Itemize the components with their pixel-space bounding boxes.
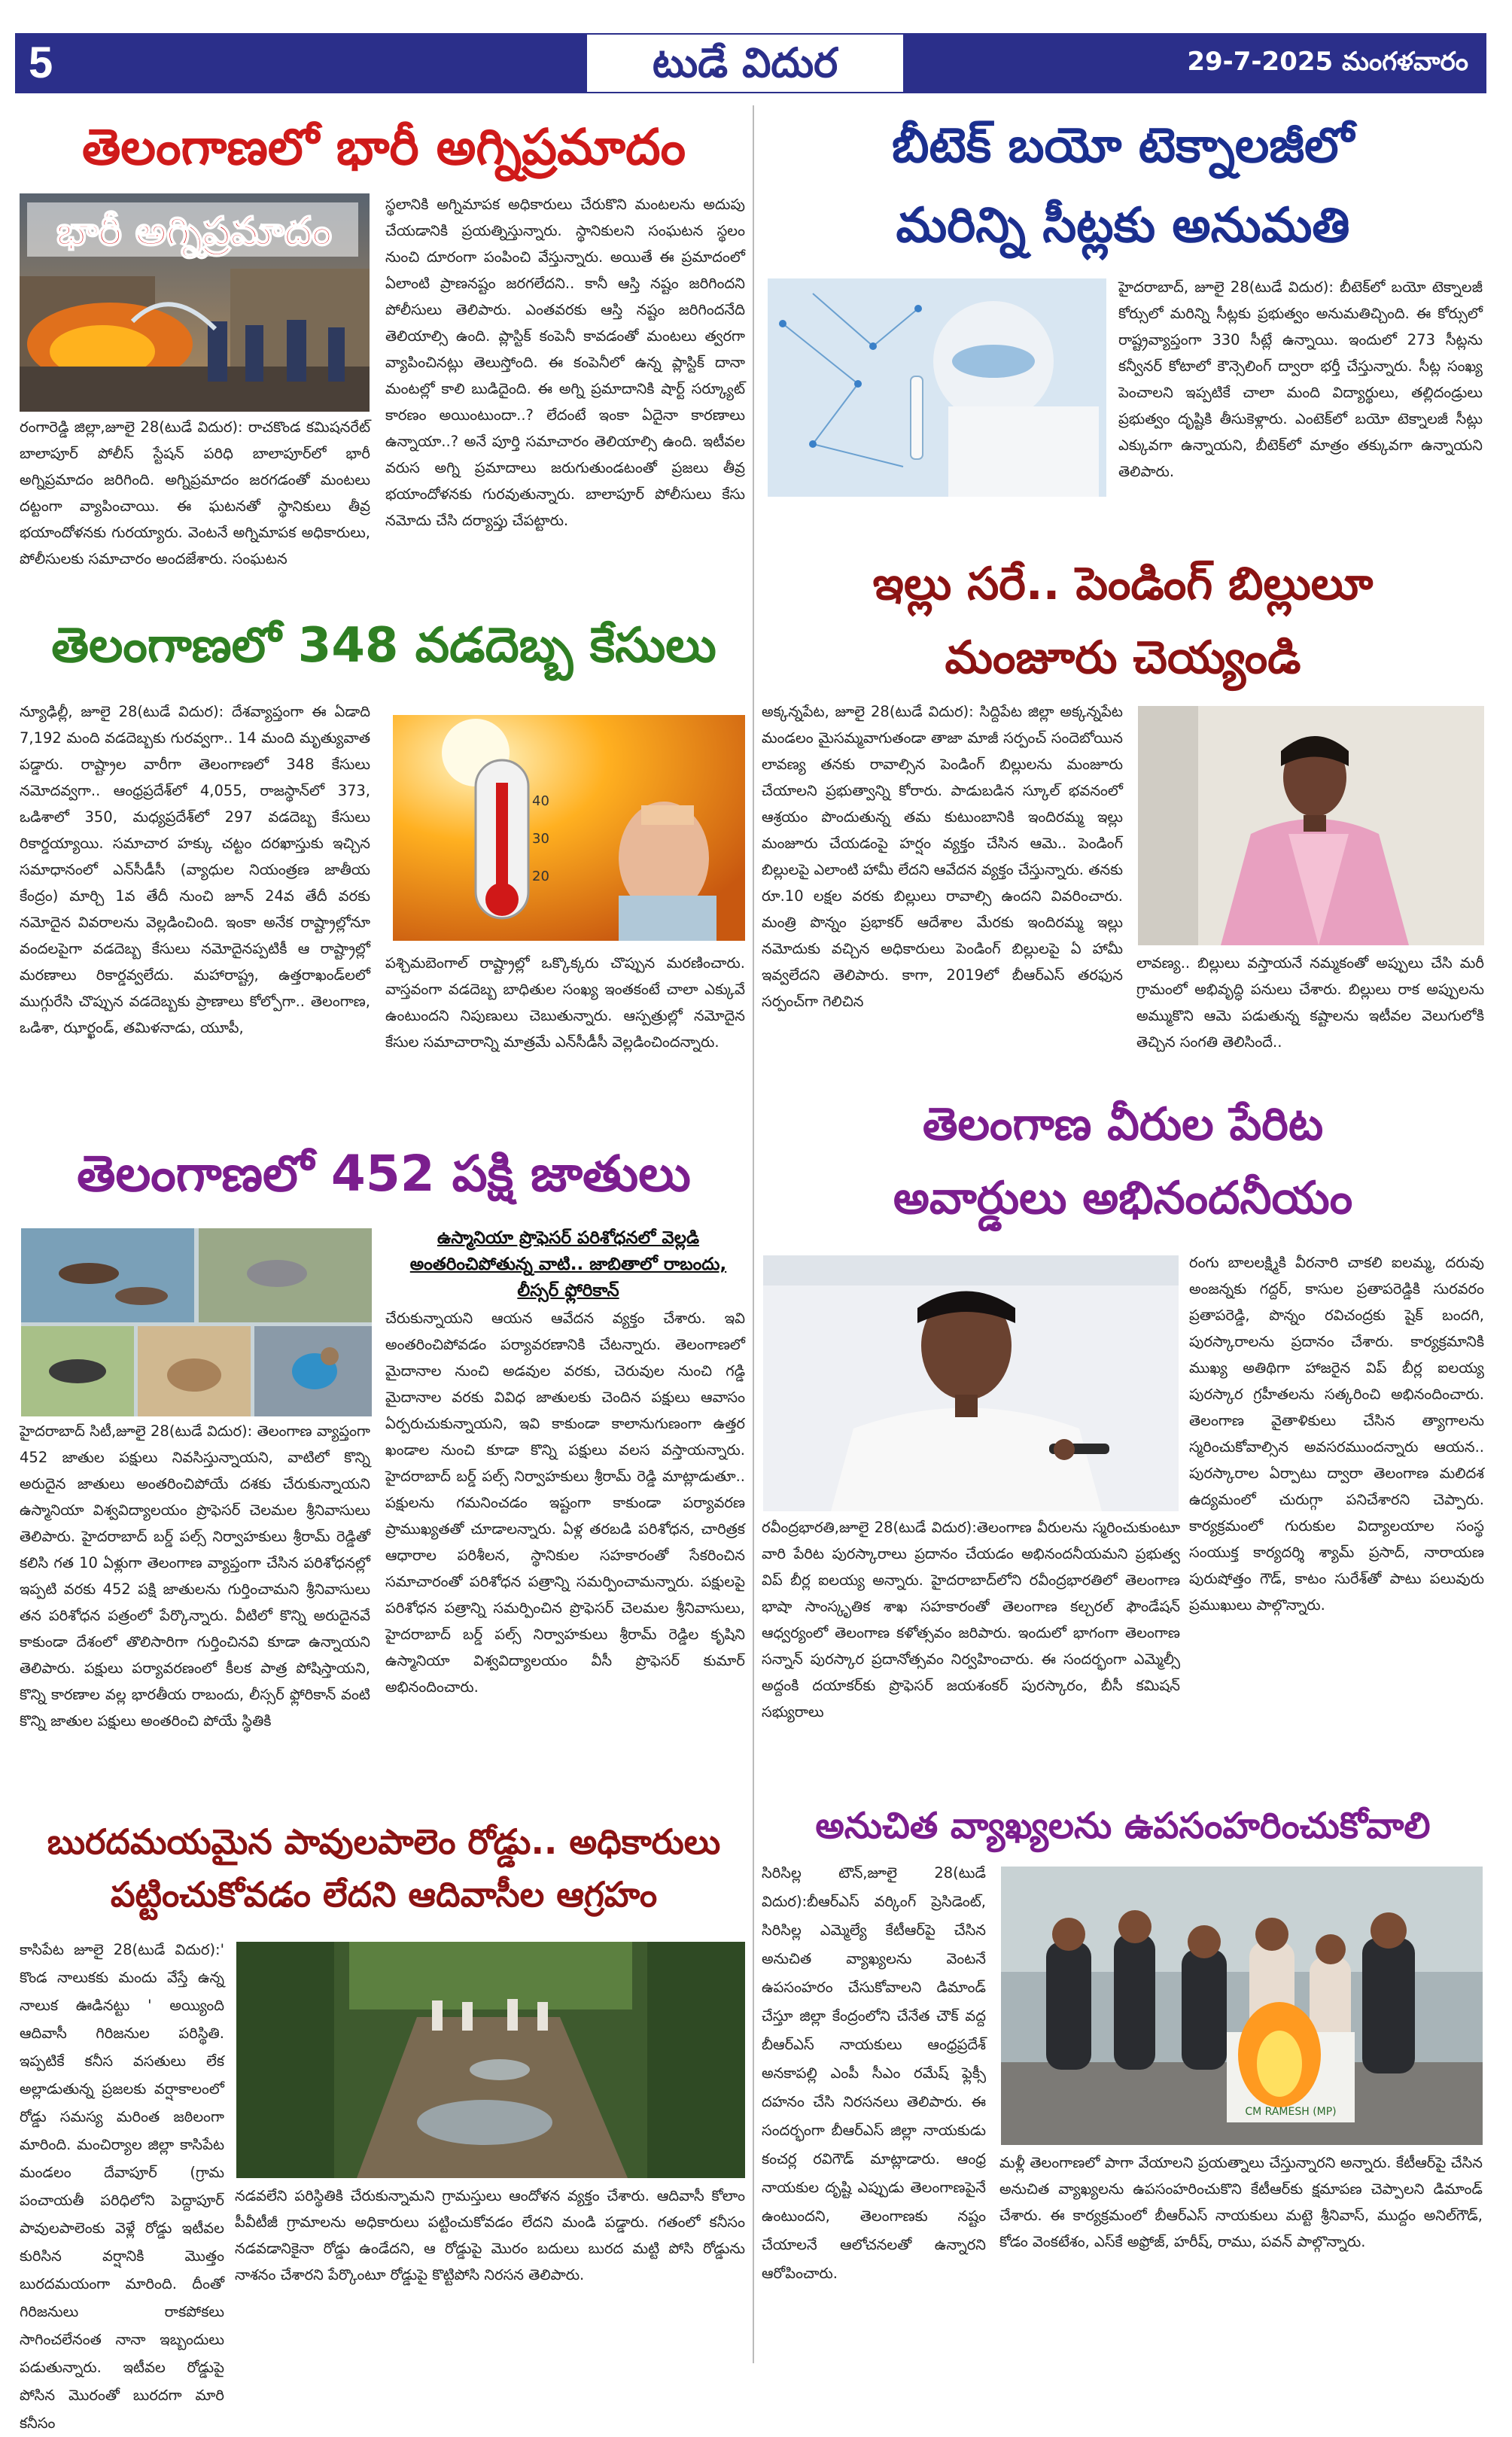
birds-body-left: హైదరాబాద్ సిటీ,జూలై 28(టుడే విదుర): తెలంగాణ వ్యాప్తంగా 452 జాతుల పక్షులు నివసిస్తున్నాయని, వాటిలో కొన్ని అరుదైన జాతులు అంతరించిపోయే దశకు చేరుకున్నాయని ఉస్మానియా విశ్వవిద్యాలయం ప్రొఫెసర్ చెలమల శ్రీనివాసులు తెలిపారు. హైదరాబాద్ బర్డ్ పల్స్ నిర్వాహకులు శ్రీరామ్ రెడ్డితో కలిసి గత 10 ఏళ్లుగా తెలంగాణ వ్యాప్తంగా చేసిన పరిశోధనల్లో ఇప్పటి వరకు 452 పక్షి జాతులను గుర్తించామని శ్రీనివాసులు తన పరిశోధన పత్రంలో పేర్కొన్నారు. వీటిలో కొన్ని అరుదైనవే కాకుండా దేశంలో తొలిసారిగా గుర్తించినవి కూడా ఉన్నాయని తెలిపారు. పక్షులు పర్యావరణంలో కీలక పాత్ర పోషిస్తాయని, కొన్ని కారణాల వల్ల భారతీయ రాబందు, లీస్సర్ ఫ్లోరికాన్ వంటి కొన్ని జాతుల పక్షులు అంతరించి పోయే స్థితికి	[20, 1422, 370, 1730]
heatstroke-headline: తెలంగాణలో 348 వడదెబ్బ కేసులు	[51, 618, 716, 674]
paper-name: టుడే విదుర	[587, 35, 903, 92]
awards-photo	[762, 1254, 1180, 1513]
woman-portrait-art	[1138, 706, 1484, 945]
fire-headline: తెలంగాణలో భారీ అగ్నిప్రమాదం	[81, 118, 686, 176]
protest-burning-flex-art	[1001, 1867, 1483, 2145]
lab-scientist-art	[768, 278, 1106, 497]
protest-headline: అనుచిత వ్యాఖ్యలను ఉపసంహరించుకోవాలి	[815, 1805, 1431, 1847]
biotech-body: హైదరాబాద్, జూలై 28(టుడే విదుర): బీటెక్‌లో బయో టెక్నాలజీ కోర్సులో మరిన్ని సీట్లకు ప్రభుత్వం అనుమతిచ్చింది. ఈ కోర్సులో రాష్ట్రవ్యాప్తంగా 330 సీట్లే ఉన్నాయి. ఇందులో 273 సీట్లను కన్వీనర్ కోటాలో కౌన్సెలింగ్ ద్వారా భర్తీ చేస్తున్నారు. సీట్ల సంఖ్య పెంచాలని ఇప్పటికే చాలా మంది విద్యార్థులు, తల్లిదండ్రులు ప్రభుత్వం దృష్టికి తీసుకెళ్లారు. ఎంటెక్‌లో బయో టెక్నాలజీ సీట్లు ఎక్కువగా ఉన్నాయని, బీటెక్‌లో మాత్రం తక్కువగా ఉన్నాయని తెలిపారు.	[1118, 278, 1483, 480]
road-body-left: కాసిపేట జూలై 28(టుడే విదుర):' కొండ నాలుకకు మందు వేస్తే ఉన్న నాలుక ఊడినట్టు ' అయ్యింది ఆదివాసీ గిరిజనుల పరిస్థితి. ఇప్పటికే కనీస వసతులు లేక అల్లాడుతున్న ప్రజలకు వర్షాకాలంలో రోడ్డు సమస్య మరింత జఠిలంగా మారింది. మంచిర్యాల జిల్లా కాసిపేట మండలం దేవాపూర్ (గ్రామ పంచాయతీ పరిధిలోని పెద్దాపూర్ పావులపాలెంకు వెళ్లే రోడ్డు ఇటీవల కురిసిన వర్షానికి మొత్తం బురదమయంగా మారింది. దీంతో గిరిజనులు రాకపోకలు సాగించలేనంత నానా ఇబ్బందులు పడుతున్నారు. ఇటీవల రోడ్డుపై పోసిన మొరంతో బురదగా మారి కనీసం	[20, 1941, 224, 2432]
birds-headline: తెలంగాణలో 452 పక్షి జాతులు	[77, 1145, 691, 1203]
road-body-right: నడవలేని పరిస్థితికి చేరుకున్నామని గ్రామస్తులు ఆందోళన వ్యక్తం చేశారు. ఆదివాసీ కోలాం పీవీటీజీ గ్రామాలను అధికారులు పట్టించుకోవడం లేదని మండి పడ్డారు. గతంలో కనీసం నడవడానికైనా రోడ్డు ఉండేదని, ఆ రోడ్డుపై మొరం బదులు బురద మట్టి పోసి రోడ్డును నాశనం చేశారని పేర్కొంటూ రోడ్డుపై కొట్టిపోసి నిరసన తెలిపారు.	[235, 2187, 745, 2283]
biotech-headline-1: బీటెక్ బయో టెక్నాలజీలో	[892, 118, 1354, 174]
protest-photo	[999, 1865, 1484, 2146]
pension-body-right: లావణ్య.. బిల్లులు వస్తాయనే నమ్మకంతో అప్పులు చేసి మరీ గ్రామంలో అభివృద్ధి పనులు చేశారు. బిల్లులు రాక అప్పులను అమ్ముకొని ఆమె పడుతున్న కష్టాలను ఇటీవల వెలుగులోకి తెచ్చిన సంగతి తెలిసిందే..	[1136, 954, 1484, 1051]
fire-body-right: స్థలానికి అగ్నిమాపక అధికారులు చేరుకొని మంటలను అదుపు చేయడానికి ప్రయత్నిస్తున్నారు. స్థానికులని సంఘటన స్థలం నుంచి దూరంగా పంపించి వేస్తున్నారు. అయితే ఈ ప్రమాదంలో ఏలాంటి ప్రాణనష్టం జరగలేదని.. కానీ ఆస్తి నష్టం జరిగిందని పోలీసులు తెలిపారు. ఎంతవరకు ఆస్తి నష్టం జరిగిందనేది తెలియాల్సి ఉంది. ప్లాస్టిక్ కంపెనీ కావడంతో మంటలు త్వరగా వ్యాపించినట్లు తెలుస్తోంది. ఈ కంపెనీలో ఉన్న ప్లాస్టిక్ దానా మంటల్లో కాలి బుడిదైంది. ఈ అగ్ని ప్రమాదానికి షార్ట్ సర్క్యూట్ కారణం అయింటుందా..? లేదంటే ఇంకా ఏదైనా కారణాలు ఉన్నాయా..? అనే పూర్తి సమాచారం తెలియాల్సి ఉంది. ఇటీవల వరుస అగ్ని ప్రమాదాలు జరుగుతుండటంతో ప్రజలు తీవ్ర భయాందోళనకు గురవుతున్నారు. బాలాపూర్ పోలీసులు కేసు నమోదు చేసి దర్యాప్తు చేపట్టారు.	[385, 196, 745, 529]
heatstroke-body-right: పశ్చిమబెంగాల్ రాష్ట్రాల్లో ఒక్కొక్కరు చొప్పున మరణించారు. వాస్తవంగా వడదెబ్బ బాధితుల సంఖ్య ఇంతకంటే చాలా ఎక్కువే ఉంటుందని నిపుణులు చెబుతున్నారు. ఆస్పత్రుల్లో నమోదైన కేసుల సమాచారాన్ని మాత్రమే ఎన్‌సీడీసీ వెల్లడించిందన్నారు.	[385, 954, 745, 1051]
heatstroke-photo	[391, 713, 747, 942]
svg-text:30: 30	[532, 831, 549, 847]
road-headline-2: పట్టించుకోవడం లేదని ఆదివాసీల ఆగ్రహం	[110, 1874, 658, 1915]
biotech-photo	[766, 277, 1108, 498]
masthead	[15, 33, 1486, 93]
birds-body-right: చేరుకున్నాయని ఆయన ఆవేదన వ్యక్తం చేశారు. ఇవి అంతరించిపోవడం పర్యావరణానికి చేటన్నారు. తెలంగాణలో మైదానాల నుంచి అడవుల వరకు, చెరువుల నుంచి గడ్డి మైదానాల వరకు వివిధ జాతులకు చెందిన పక్షులు ఆవాసం ఏర్పరుచుకున్నాయని, ఇవి కాకుండా కాలానుగుణంగా ఉత్తర ఖండాల నుంచి కూడా కొన్ని పక్షులు వలస వస్తాయన్నారు. హైదరాబాద్ బర్డ్ పల్స్ నిర్వాహకులు శ్రీరామ్ రెడ్డి మాట్లాడుతూ.. పక్షులను గమనించడం ఇష్టంగా కాకుండా పర్యావరణ ప్రాముఖ్యతతో చూడాలన్నారు. ఏళ్ల తరబడి పరిశోధన, చారిత్రక ఆధారాల పరిశీలన, స్థానికుల సహకారంతో సేకరించిన సమాచారంతో పరిశోధన పత్రాన్ని సమర్పించామన్నారు. పక్షులపై పరిశోధన పత్రాన్ని సమర్పించిన ప్రొఫెసర్ చెలమల శ్రీనివాసులు, హైదరాబాద్ బర్డ్ పల్స్ నిర్వాహకులు శ్రీరామ్ రెడ్డిల కృషిని ఉస్మానియా విశ్వవిద్యాలయం వీసీ ప్రొఫెసర్ కుమార్ అభినందించారు.	[385, 1310, 745, 1696]
pension-photo	[1136, 704, 1486, 947]
fire-photo	[18, 192, 371, 413]
road-photo	[235, 1940, 747, 2180]
birds-photo	[20, 1227, 373, 1418]
muddy-road-art	[236, 1942, 745, 2178]
birds-collage-art	[21, 1228, 372, 1416]
pension-headline-1: ఇల్లు సరే.. పెండింగ్ బిల్లులూ	[872, 558, 1374, 610]
birds-subheading: ఉస్మానియా ప్రొఫెసర్ పరిశోధనలో వెల్లడి అంతరించిపోతున్న వాటి.. జాబితాలో రాబందు, లీస్సర్ ఫ్లోరికాన్	[409, 1228, 727, 1301]
awards-headline-1: తెలంగాణ వీరుల పేరిట	[922, 1098, 1324, 1151]
fire-photo-caption: భారీ అగ్నిప్రమాదం	[56, 209, 332, 254]
svg-text:40: 40	[532, 793, 549, 809]
protest-flex-text: CM RAMESH (MP)	[1245, 2106, 1337, 2118]
page-number: 5	[29, 38, 53, 87]
speaker-portrait-art	[763, 1255, 1179, 1511]
awards-headline-2: అవార్డులు అభినందనీయం	[893, 1172, 1353, 1225]
biotech-headline-2: మరిన్ని సీట్లకు అనుమతి	[896, 198, 1350, 254]
pension-body-top: అక్కన్నపేట, జూలై 28(టుడే విదుర): సిద్దిపేట జిల్లా అక్కన్నపేట మండలం మైసమ్మవాగుతండా తాజా మాజీ సర్పంచ్ సందెబోయిన లావణ్య తనకు రావాల్సిన పెండింగ్ బిల్లులను మంజూరు చేయాలని ప్రభుత్వాన్ని కోరారు. పాడుబడిన స్కూల్ భవనంలో ఆశ్రయం పొందుతున్న తమ కుటుంబానికి ఇందిరమ్మ ఇల్లు మంజూరు చేయడంపై హర్షం వ్యక్తం చేసిన ఆమె.. పెండింగ్ బిల్లులపై ఎలాంటి హామీ లేదని ఆవేదన వ్యక్తం చేస్తున్నారు. తనకు రూ.10 లక్షల వరకు బిల్లులు రావాల్సి ఉందని వివరించారు. మంత్రి పొన్నం ప్రభాకర్ ఆదేశాల మేరకు ఇందిరమ్మ ఇల్లు నమోదుకు వచ్చిన అధికారులు పెండింగ్ బిల్లులపై ఏ హామీ ఇవ్వలేదని తెలిపారు. కాగా, 2019లో బీఆర్ఎస్ తరఫున సర్పంచ్‌గా గెలిచిన	[762, 703, 1123, 1010]
column-divider	[753, 105, 754, 2363]
issue-date: 29-7-2025 మంగళవారం	[1187, 47, 1468, 77]
pension-headline-2: మంజూరు చెయ్యండి	[945, 631, 1301, 684]
fire-body-left: రంగారెడ్డి జిల్లా,జూలై 28(టుడే విదుర): రాచకొండ కమిషనరేట్ బాలాపూర్ పోలీస్ స్టేషన్ పరిధి బాలాపూర్‌లో భారీ అగ్నిప్రమాదం జరిగింది. అగ్నిప్రమాదం జరగడంతో మంటలు దట్టంగా వ్యాపించాయి. ఈ ఘటనతో స్థానికులు తీవ్ర భయాందోళనకు గురయ్యారు. వెంటనే అగ్నిమాపక అధికారులు, పోలీసులకు సమాచారం అందజేశారు. సంఘటన	[20, 418, 370, 567]
awards-body-bottom: రవీంద్రభారతి,జూలై 28(టుడే విదుర):తెలంగాణ వీరులను స్మరించుకుంటూ వారి పేరిట పురస్కారాలు ప్రదానం చేయడం అభినందనీయమని ప్రభుత్వ విప్ బీర్ల ఐలయ్య అన్నారు. హైదరాబాద్‌లోని రవీంద్రభారతిలో తెలంగాణ భాషా సాంస్కృతిక శాఖ సహకారంతో తెలంగాణ కల్చరల్ ఫౌండేషన్ ఆధ్వర్యంలో తెలంగాణ కళోత్సవం జరిపారు. ఇందులో భాగంగా తెలంగాణ సన్నాన్ పురస్కార ప్రదానోత్సవం నిర్వహించారు. ఈ సందర్భంగా ఎమ్మెల్సీ అద్దంకి దయాకర్‌కు ప్రొఫెసర్ జయశంకర్ పురస్కారం, బీసీ కమిషన్ సభ్యురాలు	[762, 1519, 1180, 1721]
protest-body-right: మళ్లీ తెలంగాణలో పాగా వేయాలని ప్రయత్నాలు చేస్తున్నారని అన్నారు. కేటీఆర్‌పై చేసిన అనుచిత వ్యాఖ్యలను ఉపసంహరించుకొని కేటీఆర్‌కు క్షమాపణ చెప్పాలని డిమాండ్ చేశారు. ఈ కార్యక్రమంలో బీఆర్ఎస్ నాయకులు మట్టె శ్రీనివాస్, ముద్దం అనిల్‌గౌడ్, కోడం వెంకటేశం, ఎస్‌కే అఫ్రోజ్, హరీష్, రాము, పవన్ పాల్గొన్నారు.	[999, 2154, 1483, 2250]
road-headline-1: బురదమయమైన పావులపాలెం రోడ్డు.. అధికారులు	[47, 1821, 721, 1862]
heatstroke-body-left: న్యూఢిల్లీ, జూలై 28(టుడే విదుర): దేశవ్యాప్తంగా ఈ ఏడాది 7,192 మంది వడదెబ్బకు గురవ్వగా.. 14 మంది మృత్యువాత పడ్డారు. రాష్ట్రాల వారీగా తెలంగాణలో 348 కేసులు నమోదవ్వగా.. ఆంధ్రప్రదేశ్‌లో 4,055, రాజస్థాన్‌లో 373, ఒడిశాలో 350, మధ్యప్రదేశ్‌లో 297 వడదెబ్బ కేసులు రికార్డయ్యాయి. సమాచార హక్కు చట్టం దరఖాస్తుకు ఇచ్చిన సమాధానంలో ఎన్‌సీడీసీ (వ్యాధుల నియంత్రణ జాతీయ కేంద్రం) మార్చి 1వ తేదీ నుంచి జూన్ 24వ తేదీ వరకు నమోదైన వివరాలను వెల్లడించింది. ఇంకా అనేక రాష్ట్రాల్లోనూ వందలపైగా వడదెబ్బ కేసులు నమోదైనప్పటికీ ఆ రాష్ట్రాల్లో మరణాలు రికార్డవ్వలేదు. మహారాష్ట్ర, ఉత్తరాఖండ్‌లలో ముగ్గురేసి చొప్పున వడదెబ్బకు ప్రాణాలు కోల్పోగా.. తెలంగాణ, ఒడిశా, ఝార్ఖండ్, తమిళనాడు, యూపీ,	[20, 703, 370, 1036]
protest-body-left: సిరిసిల్ల టౌన్,జూలై 28(టుడే విదుర):బీఆర్ఎస్ వర్కింగ్ ప్రెసిడెంట్, సిరిసిల్ల ఎమ్మెల్యే కేటీఆర్‌పై చేసిన అనుచిత వ్యాఖ్యలను వెంటనే ఉపసంహరం చేసుకోవాలని డిమాండ్ చేస్తూ జిల్లా కేంద్రంలోని చేనేత చౌక్ వద్ద బీఆర్ఎస్ నాయకులు ఆంధ్రప్రదేశ్ అనకాపల్లి ఎంపీ సీఎం రమేష్ ఫ్లెక్సీ దహనం చేసి నిరసనలు తెలిపారు. ఈ సందర్భంగా బీఆర్ఎస్ జిల్లా నాయకుడు కంచర్ల రవిగౌడ్ మాట్లాడారు. ఆంధ్ర నాయకుల దృష్టి ఎప్పుడు తెలంగాణపైనే ఉంటుందని, తెలంగాణకు నష్టం చేయాలనే ఆలోచనలతో ఉన్నారని ఆరోపించారు.	[762, 1864, 986, 2282]
fire-photo-art	[20, 193, 370, 412]
thermometer-sun-art	[393, 715, 745, 941]
awards-body-right: రంగు బాలలక్ష్మికి వీరనారి చాకలి ఐలమ్మ, దరువు అంజన్నకు గద్దర్, కాసుల ప్రతాపరెడ్డికి సురవరం ప్రతాపరెడ్డి, పొన్నం రవిచంద్రకు షైక్ బందగి, పురస్కారాలను ప్రదానం చేశారు. కార్యక్రమానికి ముఖ్య అతిథిగా హాజరైన విప్ బీర్ల ఐలయ్య పురస్కార గ్రహీతలను సత్కరించి అభినందించారు. తెలంగాణ వైతాళికులు చేసిన త్యాగాలను స్మరించుకోవాల్సిన అవసరముందన్నారు ఆయన.. పురస్కారాల ఏర్పాటు ద్వారా తెలంగాణ మలిదశ ఉద్యమంలో చురుగ్గా పనిచేశారని చెప్పారు. కార్యక్రమంలో గురుకుల విద్యాలయాల సంస్థ సంయుక్త కార్యదర్శి శ్యామ్ ప్రసాద్, నారాయణ పురుషోత్తం గౌడ్, కాటం సురేశ్‌తో పాటు పలువురు ప్రముఖులు పాల్గొన్నారు.	[1189, 1254, 1484, 1614]
svg-text:20: 20	[532, 869, 549, 884]
